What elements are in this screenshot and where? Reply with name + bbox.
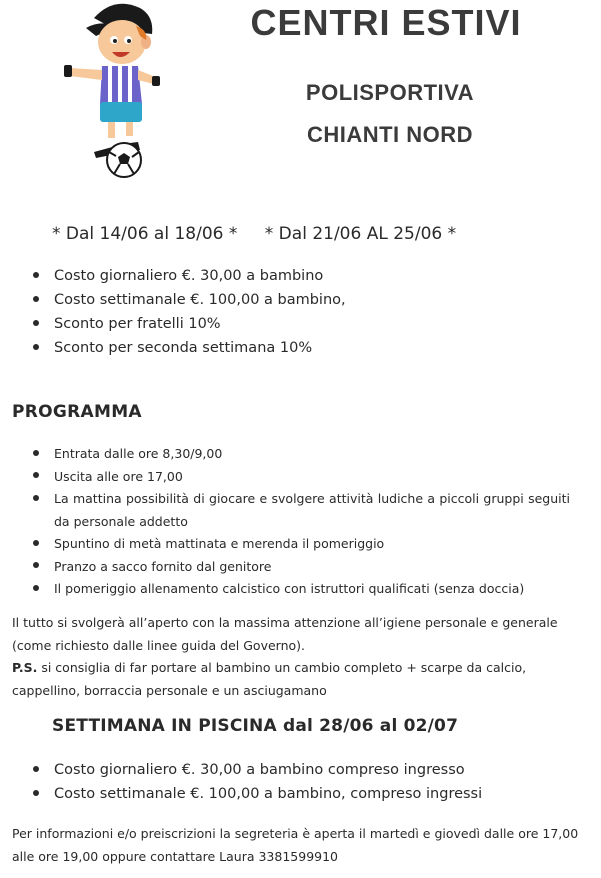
piscina-item: Costo giornaliero €. 30,00 a bambino compreso ingresso [30, 758, 482, 782]
date-range-2: * Dal 21/06 AL 25/06 * [264, 224, 457, 244]
piscina-heading: SETTIMANA IN PISCINA dal 28/06 al 02/07 [52, 716, 459, 736]
programma-item: Uscita alle ore 17,00 [30, 466, 570, 489]
flyer-title: CENTRI ESTIVI [250, 2, 522, 43]
price-item: Costo settimanale €. 100,00 a bambino, [30, 288, 346, 312]
outdoor-note: Il tutto si svolgerà all’aperto con la massima attenzione all’igiene personale e generale (come richiesto dalle linee guida del Governo). [12, 615, 558, 653]
programma-list [30, 443, 570, 601]
programma-item: Entrata dalle ore 8,30/9,00 [30, 443, 570, 466]
piscina-item: Costo settimanale €. 100,00 a bambino, compreso ingressi [30, 782, 482, 806]
ps-label: P.S. [12, 660, 38, 675]
price-item: Sconto per seconda settimana 10% [30, 336, 346, 360]
ps-text: si consiglia di far portare al bambino un cambio completo + scarpe da calcio, cappellino, borraccia personale e un asciugamano [12, 660, 527, 698]
price-item: Sconto per fratelli 10% [30, 312, 346, 336]
kid-football-illustration [56, 0, 166, 180]
date-ranges [52, 224, 456, 244]
contact-info: Per informazioni e/o preiscrizioni la segreteria è aperta il martedì e giovedì dalle ore 17,00 alle ore 19,00 oppure contattare Laura 3381599910 [12, 826, 579, 864]
programma-item: Il pomeriggio allenamento calcistico con istruttori qualificati (senza doccia) [30, 578, 570, 601]
programma-item: Pranzo a sacco fornito dal genitore [30, 556, 570, 579]
piscina-list [30, 758, 482, 806]
programma-item: La mattina possibilità di giocare e svolgere attività ludiche a piccoli gruppi seguiti da personale addetto [30, 488, 570, 533]
price-item: Costo giornaliero €. 30,00 a bambino [30, 264, 346, 288]
programma-item: Spuntino di metà mattinata e merenda il pomeriggio [30, 533, 570, 556]
programma-heading: PROGRAMMA [12, 402, 142, 422]
org-name-line1: POLISPORTIVA [305, 80, 475, 105]
ps-note [12, 657, 588, 702]
date-range-1: * Dal 14/06 al 18/06 * [52, 224, 238, 244]
org-name-line2: CHIANTI NORD [306, 122, 474, 147]
price-list [30, 264, 346, 360]
